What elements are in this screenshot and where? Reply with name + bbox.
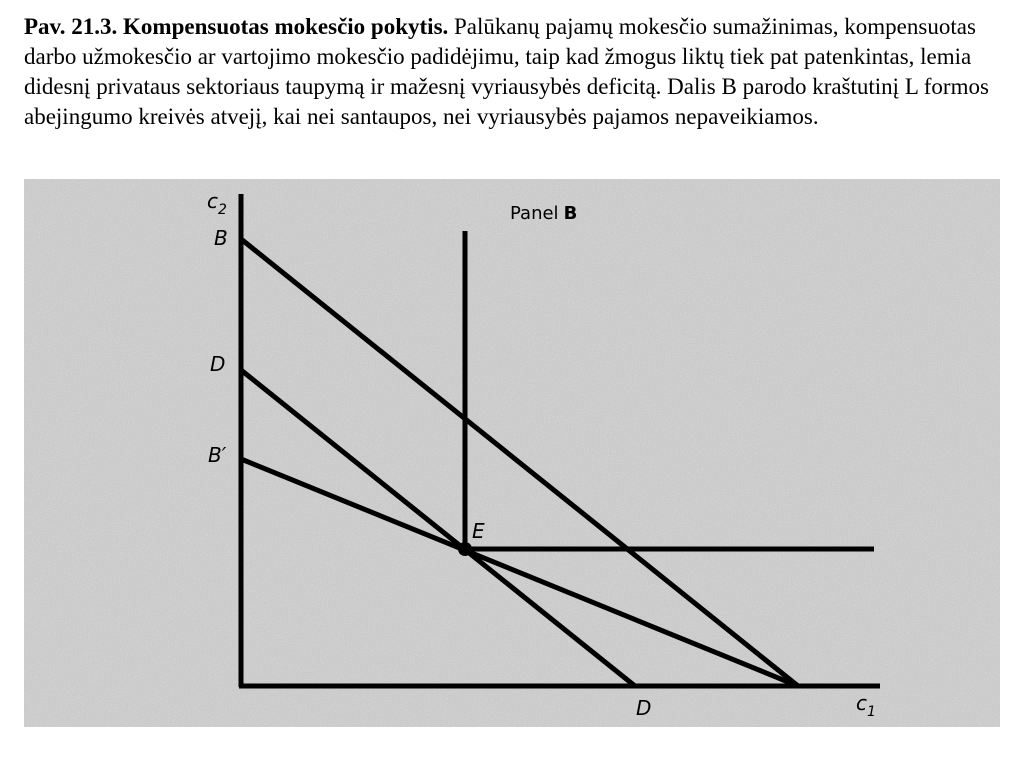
x-axis-label: $c_1$ bbox=[856, 691, 876, 720]
figure-caption bbox=[24, 12, 1014, 132]
panel-title: Panel B bbox=[510, 203, 578, 224]
y-axis-label: $c_2$ bbox=[207, 189, 227, 218]
label-D: D bbox=[210, 352, 226, 376]
diagram-svg bbox=[24, 179, 1000, 727]
caption-body: Palūkanų pajamų mokesčio sumažinimas, kompensuotas darbo užmokesčio ar vartojimo mokesčio padidėjimu, taip kad žmogus liktų tiek pat patenkintas, lemia didesnį privataus sektoriaus taupymą ir mažesnį vyriausybės deficitą. Dalis B parodo kraštutinį L formos abejingumo kreivės atvejį, kai nei santaupos, nei vyriausybės pajamos nepaveikiamos. bbox=[24, 14, 989, 129]
label-B: B bbox=[214, 226, 228, 250]
figure-diagram bbox=[24, 179, 1000, 727]
diagram-texture bbox=[24, 179, 1000, 727]
label-E: E bbox=[472, 519, 485, 543]
caption-lead: Pav. 21.3. Kompensuotas mokesčio pokytis. bbox=[24, 14, 449, 39]
point-E bbox=[458, 542, 472, 556]
label-B-prime: B′ bbox=[208, 443, 227, 467]
label-D-bottom: D bbox=[636, 696, 652, 720]
